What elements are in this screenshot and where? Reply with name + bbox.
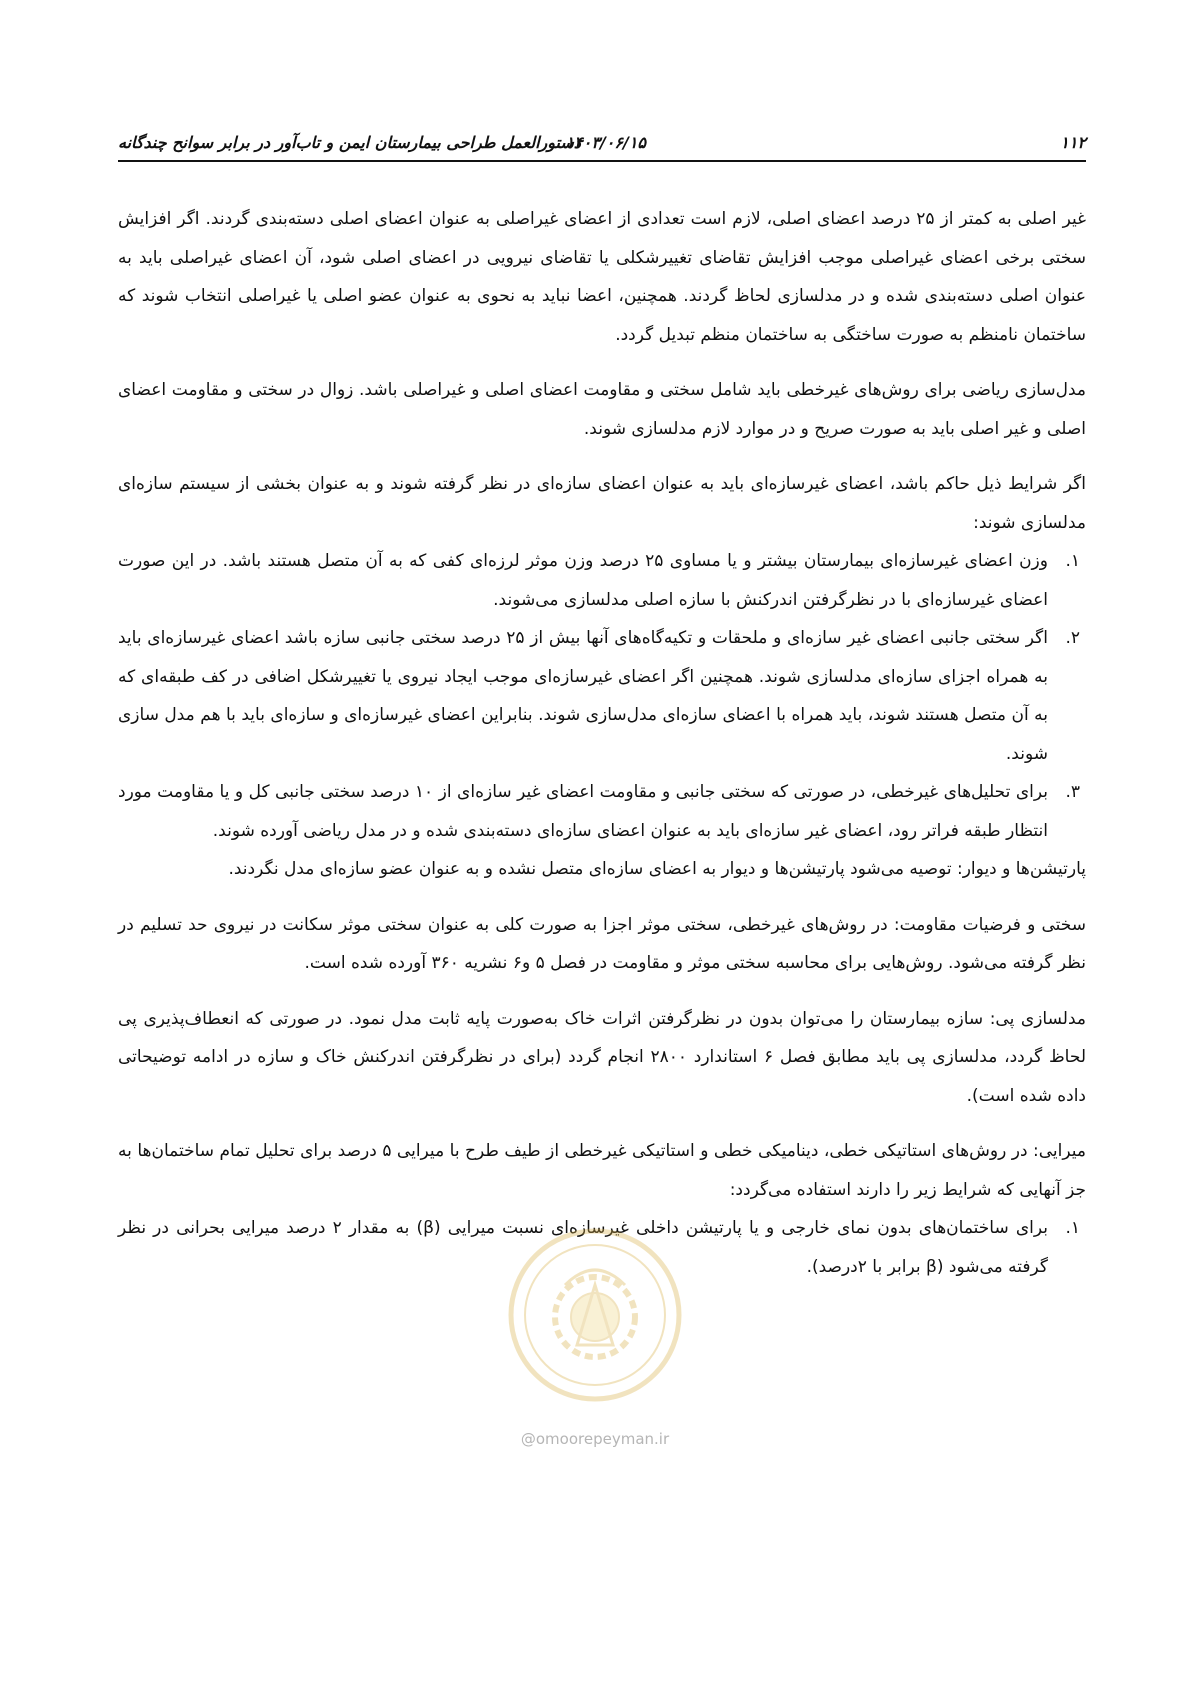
- list-item: [118, 773, 1080, 850]
- list-item: [118, 542, 1080, 619]
- list-item-text: برای تحلیل‌های غیرخطی، در صورتی که سختی جانبی و مقاومت اعضای غیر سازه‌ای از ۱۰ درصد سختی جانبی کل و یا مقاومت مورد انتظار طبقه فراتر رود، اعضای غیر سازه‌ای باید به عنوان اعضای سازه‌ای دسته‌بندی شده و در مدل ریاضی آورده شوند.: [118, 782, 1048, 841]
- conditions-list: [118, 542, 1086, 850]
- page-number: ۱۱۲: [1060, 133, 1086, 152]
- paragraph-partitions: پارتیشن‌ها و دیوار: توصیه می‌شود پارتیشن‌ها و دیوار به اعضای سازه‌ای متصل نشده و به عنوان عضو سازه‌ای مدل نگردند.: [228, 859, 1086, 879]
- page-header: [118, 133, 1086, 157]
- list-item: [118, 619, 1080, 773]
- list-item-text: وزن اعضای غیرسازه‌ای بیمارستان بیشتر و یا مساوی ۲۵ درصد وزن موثر لرزه‌ای کفی که به آن متصل هستند باشد. در این صورت اعضای غیرسازه‌ای با در نظرگرفتن اندرکنش با سازه اصلی مدلسازی می‌شوند.: [118, 551, 1048, 610]
- paragraph-nonprimary-members: غیر اصلی به کمتر از ۲۵ درصد اعضای اصلی، لازم است تعدادی از اعضای غیراصلی به عنوان اعضای اصلی دسته‌بندی گردند. اگر افزایش سختی برخی اعضای غیراصلی موجب افزایش تقاضای تغییرشکلی یا تقاضای نیرویی در اعضای اصلی شود، آن اعضای غیراصلی باید به عنوان اصلی دسته‌بندی شده و در مدلسازی لحاظ گردند. همچنین، اعضا نباید به نحوی به عنوان عضو اصلی یا غیراصلی انتخاب شوند که ساختمان نامنظم به صورت ساختگی به ساختمان منظم تبدیل گردد.: [118, 209, 1086, 345]
- watermark-seal-icon: [505, 1225, 685, 1405]
- document-title: دستورالعمل طراحی بیمارستان ایمن و تاب‌آور در برابر سوانح چندگانه: [118, 133, 581, 152]
- paragraph-stiffness: سختی و فرضیات مقاومت: در روش‌های غیرخطی، سختی موثر اجزا به صورت کلی به عنوان سختی موثر سکانت در نیروی حد تسلیم در نظر گرفته می‌شود. روش‌هایی برای محاسبه سختی موثر و مقاومت در فصل ۵ و۶ نشریه ۳۶۰ آورده شده است.: [118, 914, 1086, 973]
- watermark-text: @omoorepeyman.ir: [520, 1430, 670, 1448]
- list-item-number: ۲.: [1065, 628, 1080, 648]
- page-body: [118, 200, 1086, 1286]
- list-item-text: اگر سختی جانبی اعضای غیر سازه‌ای و ملحقات و تکیه‌گاه‌های آنها بیش از ۲۵ درصد سختی جانبی سازه باشد اعضای غیرسازه‌ای باید به همراه اجزای سازه‌ای مدلسازی شوند. همچنین اگر اعضای غیرسازه‌ای موجب ایجاد نیروی یا تغییرشکل اضافی در کف طبقه‌ای که به آن متصل هستند شوند، باید همراه با اعضای سازه‌ای مدل‌سازی شوند. بنابراین اعضای غیرسازه‌ای و سازه‌ای باید با هم مدل سازی شوند.: [118, 628, 1048, 764]
- paragraph-nonlinear-modeling: مدل‌سازی ریاضی برای روش‌های غیرخطی باید شامل سختی و مقاومت اعضای اصلی و غیراصلی باشد. زوال در سختی و مقاومت اعضای اصلی و غیر اصلی باید به صورت صریح و در موارد لازم مدلسازی شوند.: [118, 380, 1086, 439]
- list-item-text: برای ساختمان‌های بدون نمای خارجی و یا پارتیشن داخلی غیرسازه‌ای نسبت میرایی (β) به مقدار ۲ درصد میرایی بحرانی در نظر گرفته می‌شود (β برابر با ۲درصد).: [118, 1218, 1048, 1277]
- header-divider: [118, 160, 1086, 162]
- list-item-number: ۱.: [1065, 1218, 1080, 1238]
- paragraph-damping: میرایی: در روش‌های استاتیکی خطی، دینامیکی خطی و استاتیکی غیرخطی از طیف طرح با میرایی ۵ درصد برای تحلیل تمام ساختمان‌ها به جز آنهایی که شرایط زیر را دارند استفاده می‌گردد:: [118, 1141, 1086, 1200]
- list-item-number: ۳.: [1065, 782, 1080, 802]
- paragraph-foundation: مدلسازی پی: سازه بیمارستان را می‌توان بدون در نظرگرفتن اثرات خاک به‌صورت پایه ثابت مدل نمود. در صورتی که انعطاف‌پذیری پی لحاظ گردد، مدلسازی پی باید مطابق فصل ۶ استاندارد ۲۸۰۰ انجام گردد (برای در نظرگرفتن اندرکنش خاک و سازه در ادامه توضیحاتی داده شده است).: [118, 1008, 1086, 1106]
- header-date: ۱۴۰۳/۰۶/۱۵: [565, 133, 646, 152]
- list-item-number: ۱.: [1065, 551, 1080, 571]
- paragraph-nonstructural-conditions: اگر شرایط ذیل حاکم باشد، اعضای غیرسازه‌ای باید به عنوان اعضای سازه‌ای در نظر گرفته شوند و به عنوان بخشی از سیستم سازه‌ای مدلسازی شوند:: [118, 474, 1086, 533]
